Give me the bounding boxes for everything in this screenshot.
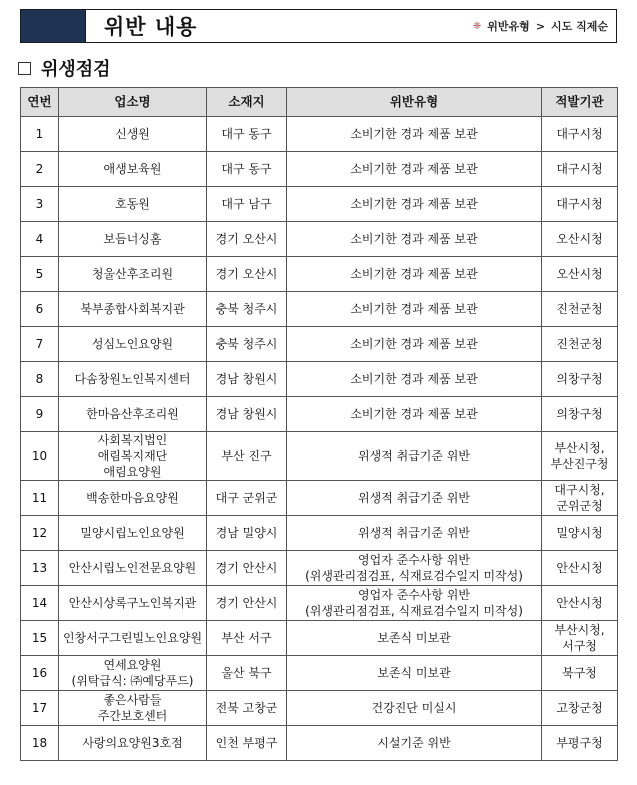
table-row (21, 152, 618, 187)
cell-name: 보듬너싱홈 (59, 222, 207, 257)
cell-name: 한마음산후조리원 (59, 397, 207, 432)
cell-location: 대구 동구 (207, 117, 287, 152)
table-row (21, 117, 618, 152)
cell-no: 3 (21, 187, 59, 222)
cell-location: 대구 군위군 (207, 481, 287, 516)
cell-name: 다솜창원노인복지센터 (59, 362, 207, 397)
cell-agency: 진천군청 (542, 292, 618, 327)
cell-violation: 위생적 취급기준 위반 (287, 432, 542, 481)
cell-violation: 소비기한 경과 제품 보관 (287, 152, 542, 187)
table-row (21, 481, 618, 516)
title-accent-block (21, 10, 86, 42)
table-row (21, 257, 618, 292)
cell-location: 충북 청주시 (207, 327, 287, 362)
header-no: 연번 (21, 88, 59, 117)
cell-violation: 보존식 미보관 (287, 621, 542, 656)
cell-violation: 소비기한 경과 제품 보관 (287, 257, 542, 292)
table-row (21, 656, 618, 691)
cell-name: 안산시상록구노인복지관 (59, 586, 207, 621)
cell-name: 인창서구그린빌노인요양원 (59, 621, 207, 656)
table-row (21, 362, 618, 397)
cell-name: 북부종합사회복지관 (59, 292, 207, 327)
cell-no: 10 (21, 432, 59, 481)
page-title: 위반 내용 (104, 15, 198, 39)
cell-location: 전북 고창군 (207, 691, 287, 726)
cell-name: 연세요양원 (위탁급식: ㈜예당푸드) (59, 656, 207, 691)
cell-violation: 건강진단 미실시 (287, 691, 542, 726)
table-row (21, 621, 618, 656)
table-row (21, 586, 618, 621)
section-title: 위생점검 (41, 59, 111, 80)
table-row (21, 551, 618, 586)
header-location: 소재지 (207, 88, 287, 117)
cell-no: 13 (21, 551, 59, 586)
cell-agency: 대구시청 (542, 117, 618, 152)
table-row (21, 691, 618, 726)
table-row (21, 432, 618, 481)
table-header-row (21, 88, 618, 117)
cell-violation: 소비기한 경과 제품 보관 (287, 292, 542, 327)
table-row (21, 187, 618, 222)
cell-violation: 소비기한 경과 제품 보관 (287, 187, 542, 222)
cell-agency: 북구청 (542, 656, 618, 691)
table-body (21, 117, 618, 761)
cell-agency: 의창구청 (542, 362, 618, 397)
cell-no: 14 (21, 586, 59, 621)
cell-name: 애생보육원 (59, 152, 207, 187)
cell-no: 8 (21, 362, 59, 397)
cell-no: 9 (21, 397, 59, 432)
table-row (21, 327, 618, 362)
cell-agency: 부산시청, 서구청 (542, 621, 618, 656)
cell-name: 좋은사람들 주간보호센터 (59, 691, 207, 726)
table-row (21, 292, 618, 327)
cell-no: 6 (21, 292, 59, 327)
cell-agency: 안산시청 (542, 586, 618, 621)
cell-name: 호동원 (59, 187, 207, 222)
header-agency: 적발기관 (542, 88, 618, 117)
violations-table (20, 87, 618, 761)
table-row (21, 516, 618, 551)
cell-location: 경기 안산시 (207, 586, 287, 621)
cell-location: 경기 오산시 (207, 222, 287, 257)
cell-agency: 대구시청 (542, 152, 618, 187)
cell-location: 경기 오산시 (207, 257, 287, 292)
cell-name: 성심노인요양원 (59, 327, 207, 362)
cell-agency: 의창구청 (542, 397, 618, 432)
cell-agency: 부산시청, 부산진구청 (542, 432, 618, 481)
cell-location: 부산 진구 (207, 432, 287, 481)
cell-location: 경남 창원시 (207, 397, 287, 432)
cell-location: 대구 남구 (207, 187, 287, 222)
breadcrumb (473, 10, 616, 42)
cell-location: 울산 북구 (207, 656, 287, 691)
cell-agency: 대구시청, 군위군청 (542, 481, 618, 516)
header-violation: 위반유형 (287, 88, 542, 117)
bullet-icon: ❈ (472, 20, 482, 32)
cell-agency: 밀양시청 (542, 516, 618, 551)
cell-name: 청울산후조리원 (59, 257, 207, 292)
cell-no: 17 (21, 691, 59, 726)
cell-agency: 오산시청 (542, 257, 618, 292)
cell-agency: 대구시청 (542, 187, 618, 222)
breadcrumb-separator: > (535, 19, 546, 33)
cell-violation: 소비기한 경과 제품 보관 (287, 117, 542, 152)
cell-location: 대구 동구 (207, 152, 287, 187)
cell-location: 경기 안산시 (207, 551, 287, 586)
cell-agency: 부평구청 (542, 726, 618, 761)
cell-violation: 소비기한 경과 제품 보관 (287, 397, 542, 432)
cell-no: 18 (21, 726, 59, 761)
cell-location: 인천 부평구 (207, 726, 287, 761)
cell-agency: 안산시청 (542, 551, 618, 586)
breadcrumb-order: 시도 직제순 (551, 20, 608, 33)
cell-violation: 소비기한 경과 제품 보관 (287, 327, 542, 362)
cell-no: 5 (21, 257, 59, 292)
cell-violation: 소비기한 경과 제품 보관 (287, 222, 542, 257)
cell-agency: 고창군청 (542, 691, 618, 726)
table-row (21, 397, 618, 432)
section-heading (18, 57, 111, 79)
cell-name: 사회복지법인 애림복지재단 애림요양원 (59, 432, 207, 481)
cell-violation: 보존식 미보관 (287, 656, 542, 691)
cell-violation: 위생적 취급기준 위반 (287, 481, 542, 516)
cell-location: 충북 청주시 (207, 292, 287, 327)
cell-no: 2 (21, 152, 59, 187)
cell-name: 신생원 (59, 117, 207, 152)
cell-location: 경남 창원시 (207, 362, 287, 397)
cell-name: 밀양시립노인요양원 (59, 516, 207, 551)
breadcrumb-violation-type: 위반유형 (487, 20, 530, 33)
cell-violation: 영업자 준수사항 위반 (위생관리점검표, 식재료검수일지 미작성) (287, 551, 542, 586)
cell-no: 4 (21, 222, 59, 257)
cell-violation: 시설기준 위반 (287, 726, 542, 761)
cell-violation: 영업자 준수사항 위반 (위생관리점검표, 식재료검수일지 미작성) (287, 586, 542, 621)
cell-violation: 소비기한 경과 제품 보관 (287, 362, 542, 397)
table-row (21, 222, 618, 257)
title-bar (20, 9, 617, 43)
cell-location: 부산 서구 (207, 621, 287, 656)
cell-agency: 진천군청 (542, 327, 618, 362)
cell-no: 7 (21, 327, 59, 362)
cell-violation: 위생적 취급기준 위반 (287, 516, 542, 551)
header-name: 업소명 (59, 88, 207, 117)
cell-name: 사랑의요양원3호점 (59, 726, 207, 761)
checkbox-icon (18, 62, 31, 75)
table-row (21, 726, 618, 761)
cell-location: 경남 밀양시 (207, 516, 287, 551)
cell-name: 백송한마음요양원 (59, 481, 207, 516)
cell-no: 12 (21, 516, 59, 551)
cell-no: 1 (21, 117, 59, 152)
cell-no: 16 (21, 656, 59, 691)
cell-agency: 오산시청 (542, 222, 618, 257)
cell-name: 안산시립노인전문요양원 (59, 551, 207, 586)
cell-no: 11 (21, 481, 59, 516)
cell-no: 15 (21, 621, 59, 656)
